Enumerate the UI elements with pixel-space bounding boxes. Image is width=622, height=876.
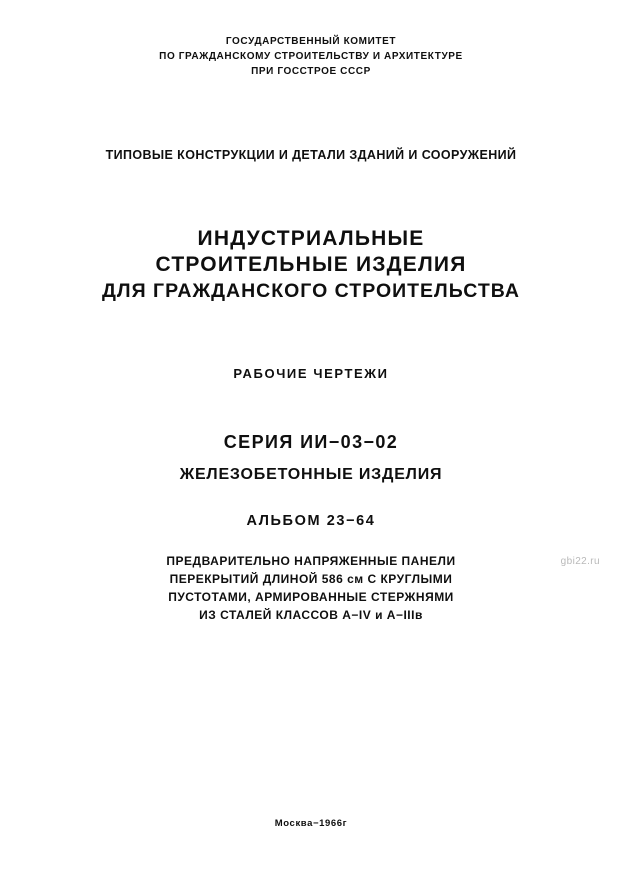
concrete-products-text: ЖЕЛЕЗОБЕТОННЫЕ ИЗДЕЛИЯ	[179, 466, 443, 483]
concrete-products-label	[0, 466, 622, 484]
working-drawings-label	[0, 366, 622, 381]
working-drawings-text: РАБОЧИЕ ЧЕРТЕЖИ	[233, 366, 389, 381]
series-number-text: СЕРИЯ ИИ−03−02	[223, 432, 399, 452]
description-line-4: ИЗ СТАЛЕЙ КЛАССОВ А−IV и А−IIIв	[199, 608, 423, 622]
album-number	[0, 513, 622, 529]
description-line-1: ПРЕДВАРИТЕЛЬНО НАПРЯЖЕННЫЕ ПАНЕЛИ	[166, 554, 456, 568]
description-line-2: ПЕРЕКРЫТИЙ ДЛИНОЙ 586 см С КРУГЛЫМИ	[169, 572, 453, 586]
description-line-3: ПУСТОТАМИ, АРМИРОВАННЫЕ СТЕРЖНЯМИ	[168, 590, 454, 604]
committee-line-3: ПРИ ГОССТРОЕ СССР	[251, 66, 371, 77]
series-subtitle-text: ТИПОВЫЕ КОНСТРУКЦИИ И ДЕТАЛИ ЗДАНИЙ И СООРУЖЕНИЙ	[105, 148, 517, 162]
album-number-text: АЛЬБОМ 23−64	[246, 513, 376, 529]
main-title-line-2: СТРОИТЕЛЬНЫЕ ИЗДЕЛИЯ	[155, 253, 467, 276]
main-title-line-3: ДЛЯ ГРАЖДАНСКОГО СТРОИТЕЛЬСТВА	[102, 280, 520, 302]
series-number	[0, 432, 622, 453]
committee-line-1: ГОСУДАРСТВЕННЫЙ КОМИТЕТ	[225, 36, 397, 47]
footer-text: Москва−1966г	[274, 818, 348, 829]
publication-place-year	[0, 818, 622, 829]
committee-header	[0, 34, 622, 79]
main-title-line-1: ИНДУСТРИАЛЬНЫЕ	[197, 227, 425, 250]
watermark: gbi22.ru	[560, 556, 600, 567]
page-title	[0, 226, 622, 304]
committee-line-2: ПО ГРАЖДАНСКОМУ СТРОИТЕЛЬСТВУ И АРХИТЕКТУРЕ	[159, 51, 463, 62]
series-subtitle	[0, 148, 622, 162]
album-description	[0, 552, 622, 624]
